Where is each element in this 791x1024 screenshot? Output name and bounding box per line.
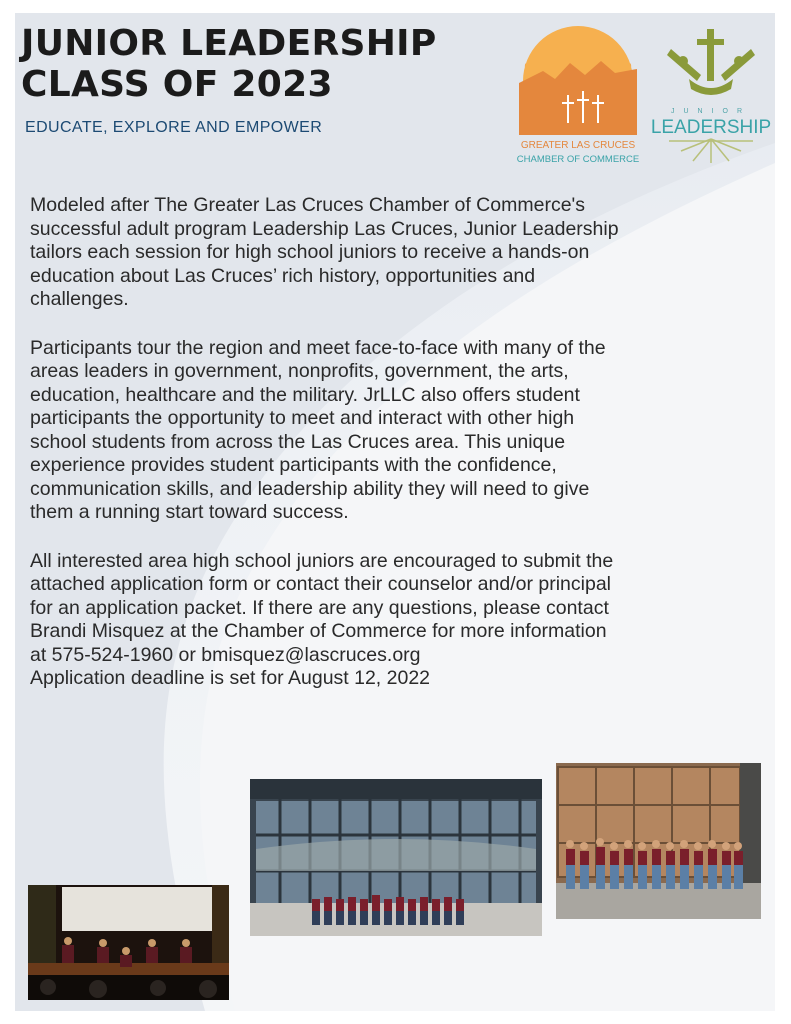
- photo-group-building: [250, 779, 542, 936]
- junior-leadership-logo: [651, 27, 771, 167]
- photo-stage-session: [28, 885, 229, 1000]
- jl-logo-big-text: LEADERSHIP: [651, 117, 771, 138]
- paragraph-program-overview: Modeled after The Greater Las Cruces Chamber of Commerce's successful adult program Leadership Las Cruces, Junior Leadership tailors each session for high school juniors to receive a hands-on education about Las Cruces’ rich history, opportunities and challenges.: [30, 194, 619, 310]
- tagline: EDUCATE, EXPLORE AND EMPOWER: [25, 119, 323, 136]
- jl-logo-small-text: JUNIOR: [670, 108, 752, 115]
- chamber-logo-line-2: CHAMBER OF COMMERCE: [516, 154, 640, 165]
- cross-figures-icon: [667, 29, 755, 95]
- paragraph-application-info: All interested area high school juniors are encouraged to submit the attached application form or contact their counselor and/or principal for an application packet. If there are any questions, please contact Brandi Misquez at the Chamber of Commerce for more information at 575-524-1960 or bmisquez@lascruces.org Application deadline is set for August 12, 2022: [30, 549, 614, 689]
- title-line-2: CLASS OF 2023: [21, 64, 333, 105]
- body-text: [30, 194, 770, 716]
- paragraph-participants: Participants tour the region and meet face-to-face with many of the areas leaders in government, nonprofits, government, the arts, education, healthcare and the military. JrLLC also offers student participants the opportunity to meet and interact with other high school students from across the Las Cruces area. This unique experience provides student participants with the confidence, communication skills, and leadership ability they will need to give them a running start toward success.: [30, 336, 606, 523]
- chamber-logo: [515, 23, 641, 171]
- title-line-1: JUNIOR LEADERSHIP: [21, 23, 437, 64]
- chamber-logo-line-1: GREATER LAS CRUCES: [520, 140, 636, 151]
- page-title: [21, 23, 437, 105]
- flyer-page: [15, 13, 775, 1011]
- photo-group-crates: [556, 763, 761, 919]
